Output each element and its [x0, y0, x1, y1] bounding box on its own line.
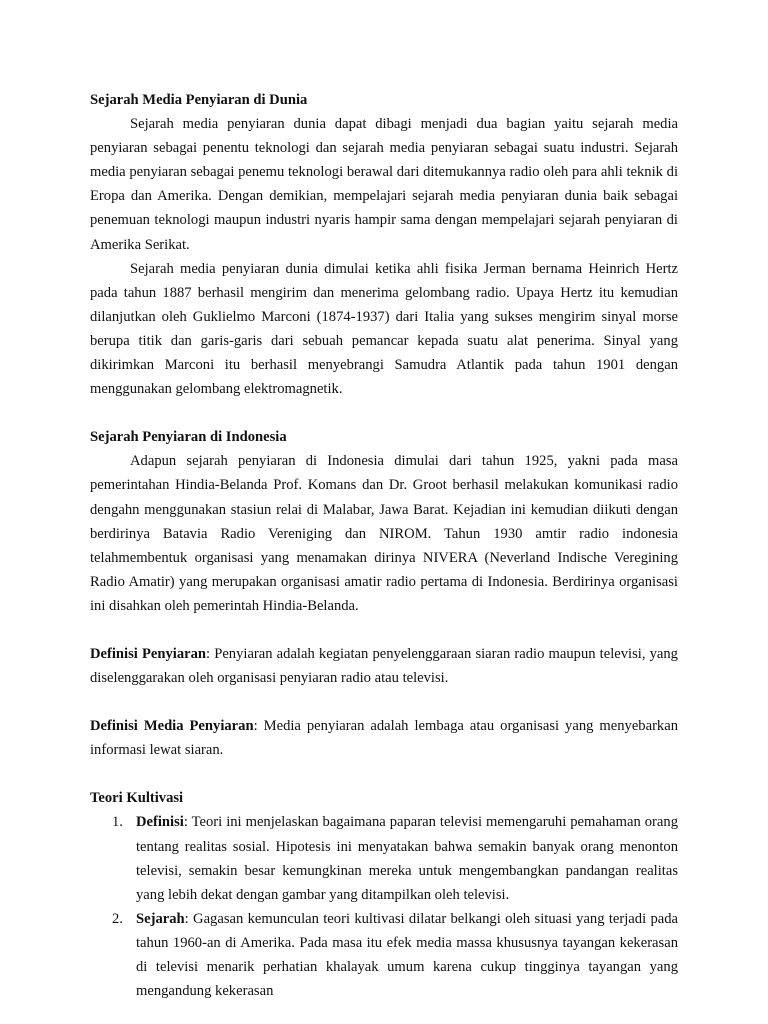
paragraph-dunia-1: Sejarah media penyiaran dunia dapat dibagi menjadi dua bagian yaitu sejarah media penyiaran sebagai penentu teknologi dan sejarah media penyiaran sebagai suatu industri. Sejarah media penyiaran sebagai penemu teknologi berawal dari ditemukannya radio oleh para ahli teknik di Eropa dan Amerika. Dengan demikian, mempelajari sejarah media penyiaran dunia baik sebagai penemuan teknologi maupun industri nyaris hampir sama dengan mempelajari sejarah penyiaran di Amerika Serikat. [90, 116, 678, 253]
spacer [90, 762, 678, 786]
paragraph-indonesia-1: Adapun sejarah penyiaran di Indonesia dimulai dari tahun 1925, yakni pada masa pemerintahan Hindia-Belanda Prof. Komans dan Dr. Groot berhasil melakukan komunikasi radio dengahn menggunakan stasiun relai di Malabar, Jawa Barat. Kejadian ini kemudian diikuti dengan berdirinya Batavia Radio Vereniging dan NIROM. Tahun 1930 amtir radio indonesia telahmembentuk organisasi yang menamakan dirinya NIVERA (Neverland Indische Veregining Radio Amatir) yang merupakan organisasi amatir radio pertama di Indonesia. Berdirinya organisasi ini disahkan oleh pemerintah Hindia-Belanda. [90, 453, 678, 614]
paragraph-dunia-2: Sejarah media penyiaran dunia dimulai ketika ahli fisika Jerman bernama Heinrich Hertz pada tahun 1887 berhasil mengirim dan menerima gelombang radio. Upaya Hertz itu kemudian dilanjutkan oleh Guklielmo Marconi (1874-1937) dari Italia yang sukses mengirim sinyal morse berupa titik dan garis-garis dari sebuah pemancar kepada suatu alat penerima. Sinyal yang dikirimkan Marconi itu berhasil menyebrangi Samudra Atlantik pada tahun 1901 dengan menggunakan gelombang elektromagnetik. [90, 260, 678, 398]
list-item-text: : Gagasan kemunculan teori kultivasi dilatar belkangi oleh situasi yang terjadi pada tahun 1960-an di Amerika. Pada masa itu efek media massa khususnya tayangan kekerasan di televisi menarik perhatian khalayak umum karena cukup tingginya tayangan yang mengandung kekerasan [136, 910, 678, 1000]
definisi-media-text: : Media penyiaran adalah lembaga atau organisasi yang menyebarkan informasi lewat siaran. [90, 718, 679, 759]
list-item-number: 1. [112, 814, 123, 831]
list-item [90, 907, 678, 1003]
kultivasi-list [90, 810, 678, 1003]
list-item-term: Definisi [136, 814, 184, 831]
definisi-penyiaran [90, 642, 678, 690]
definisi-penyiaran-text: : Penyiaran adalah kegiatan penyelenggaraan siaran radio maupun televisi, yang diselenggarakan oleh organisasi penyiaran radio atau televisi. [90, 645, 678, 687]
heading-sejarah-dunia: Sejarah Media Penyiaran di Dunia [90, 92, 308, 108]
list-item-number: 2. [112, 910, 123, 927]
list-item [90, 810, 678, 906]
definisi-penyiaran-term: Definisi Penyiaran [90, 645, 207, 662]
heading-teori-kultivasi: Teori Kultivasi [90, 790, 184, 807]
heading-sejarah-indonesia: Sejarah Penyiaran di Indonesia [90, 429, 287, 446]
list-item-text: : Teori ini menjelaskan bagaimana paparan televisi memengaruhi pemahaman orang tentang realitas sosial. Hipotesis ini menyatakan bahwa semakin banyak orang menonton televisi, semakin besar kemungkinan mereka untuk mengembangkan pandangan realitas yang lebih dekat dengan gambar yang ditampilkan oleh televisi. [136, 814, 678, 903]
list-item-term: Sejarah [136, 910, 185, 927]
definisi-media-penyiaran [90, 714, 678, 762]
definisi-media-term: Definisi Media Penyiaran [90, 718, 254, 735]
spacer [90, 690, 678, 714]
spacer [90, 618, 678, 642]
spacer [90, 401, 678, 425]
